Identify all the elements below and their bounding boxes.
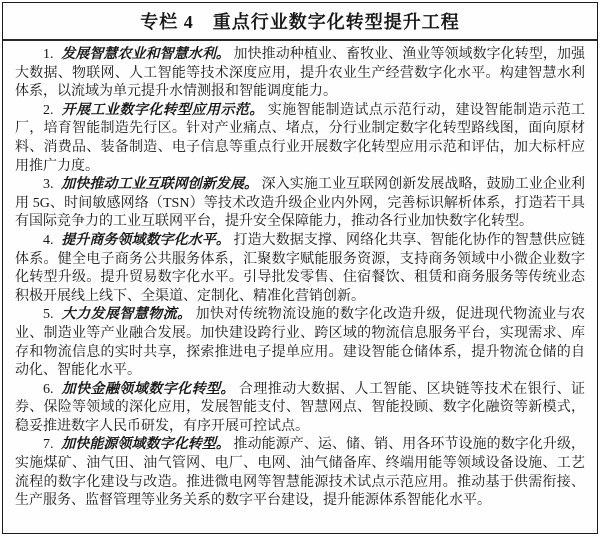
paragraph-item-3 xyxy=(15,176,585,232)
paragraph-item-5 xyxy=(15,306,585,380)
item-lead: 加快推动工业互联网创新发展。 xyxy=(61,177,259,193)
paragraph-item-6 xyxy=(15,381,585,437)
item-number: 1. xyxy=(43,47,54,62)
column-box-panel xyxy=(2,2,598,534)
item-lead: 开展工业数字化转型应用示范。 xyxy=(61,102,264,118)
item-lead: 加快能源领域数字化转型。 xyxy=(61,437,230,453)
paragraph-item-4 xyxy=(15,232,585,306)
item-lead: 发展智慧农业和智慧水利。 xyxy=(61,47,230,62)
item-text: 实施智能制造试点示范行动，建设智能制造示范工厂，培育智能制造先行区。针对产业痛点、堵点，分行业制定数字化转型路线图，面向原材料、消费品、装备制造、电子信息等重点行业开展数字化转型应用示范和评估，加大标杆应用推广力度。 xyxy=(15,102,586,174)
item-number: 5. xyxy=(43,307,54,323)
item-number: 2. xyxy=(43,102,54,118)
item-text: 加快对传统物流设施的数字化改造升级，促进现代物流业与农业、制造业等产业融合发展。加快建设跨行业、跨区域的物流信息服务平台，实现需求、库存和物流信息的实时共享，探索推进电子提单应用。建设智能仓储体系，提升物流仓储的自动化、智能化水平。 xyxy=(15,307,586,379)
column-box-title: 专栏 4 重点行业数字化转型提升工程 xyxy=(140,12,460,32)
item-text: 深入实施工业互联网创新发展战略，鼓励工业企业利用 5G、时间敏感网络（TSN）等技术改造升级企业内外网，完善标识解析体系，打造若干具有国际竞争力的工业互联网平台，提升安全保障能力，推动各行业加快数字化转型。 xyxy=(15,177,586,230)
item-lead: 加快金融领域数字化转型。 xyxy=(61,381,235,397)
item-number: 6. xyxy=(43,381,54,397)
paragraph-item-7 xyxy=(15,436,585,510)
paragraph-item-1 xyxy=(15,46,585,102)
item-lead: 提升商务领域数字化水平。 xyxy=(61,232,230,248)
item-text: 加快推动种植业、畜牧业、渔业等领域数字化转型，加强大数据、物联网、人工智能等技术深度应用，提升农业生产经营数字化水平。构建智慧水利体系，以流域为单元提升水情测报和智能调度能力。 xyxy=(15,47,586,100)
item-lead: 大力发展智慧物流。 xyxy=(61,307,192,323)
item-number: 7. xyxy=(43,437,54,453)
item-text: 合理推动大数据、人工智能、区块链等技术在银行、证券、保险等领域的深化应用，发展智能支付、智慧网点、智能投顾、数字化融资等新模式，稳妥推进数字人民币研发，有序开展可控试点。 xyxy=(15,381,586,434)
column-box-body xyxy=(3,41,597,533)
paragraph-item-2 xyxy=(15,102,585,176)
column-box-title-bar xyxy=(3,3,597,41)
item-number: 4. xyxy=(43,232,54,248)
item-text: 打造大数据支撑、网络化共享、智能化协作的智慧供应链体系。健全电子商务公共服务体系，汇聚数字赋能服务资源，支持商务领域中小微企业数字化转型升级。提升贸易数字化水平。引导批发零售、住宿餐饮、租赁和商务服务等传统业态积极开展线上线下、全渠道、定制化、精准化营销创新。 xyxy=(15,232,586,304)
item-number: 3. xyxy=(43,177,54,193)
item-text: 推动能源产、运、储、销、用各环节设施的数字化升级，实施煤矿、油气田、油气管网、电厂、电网、油气储备库、终端用能等领域设备设施、工艺流程的数字化建设与改造。推进微电网等智慧能源技术试点示范应用。推动基于供需衔接、生产服务、监督管理等业务关系的数字平台建设，提升能源体系智能化水平。 xyxy=(15,437,586,509)
